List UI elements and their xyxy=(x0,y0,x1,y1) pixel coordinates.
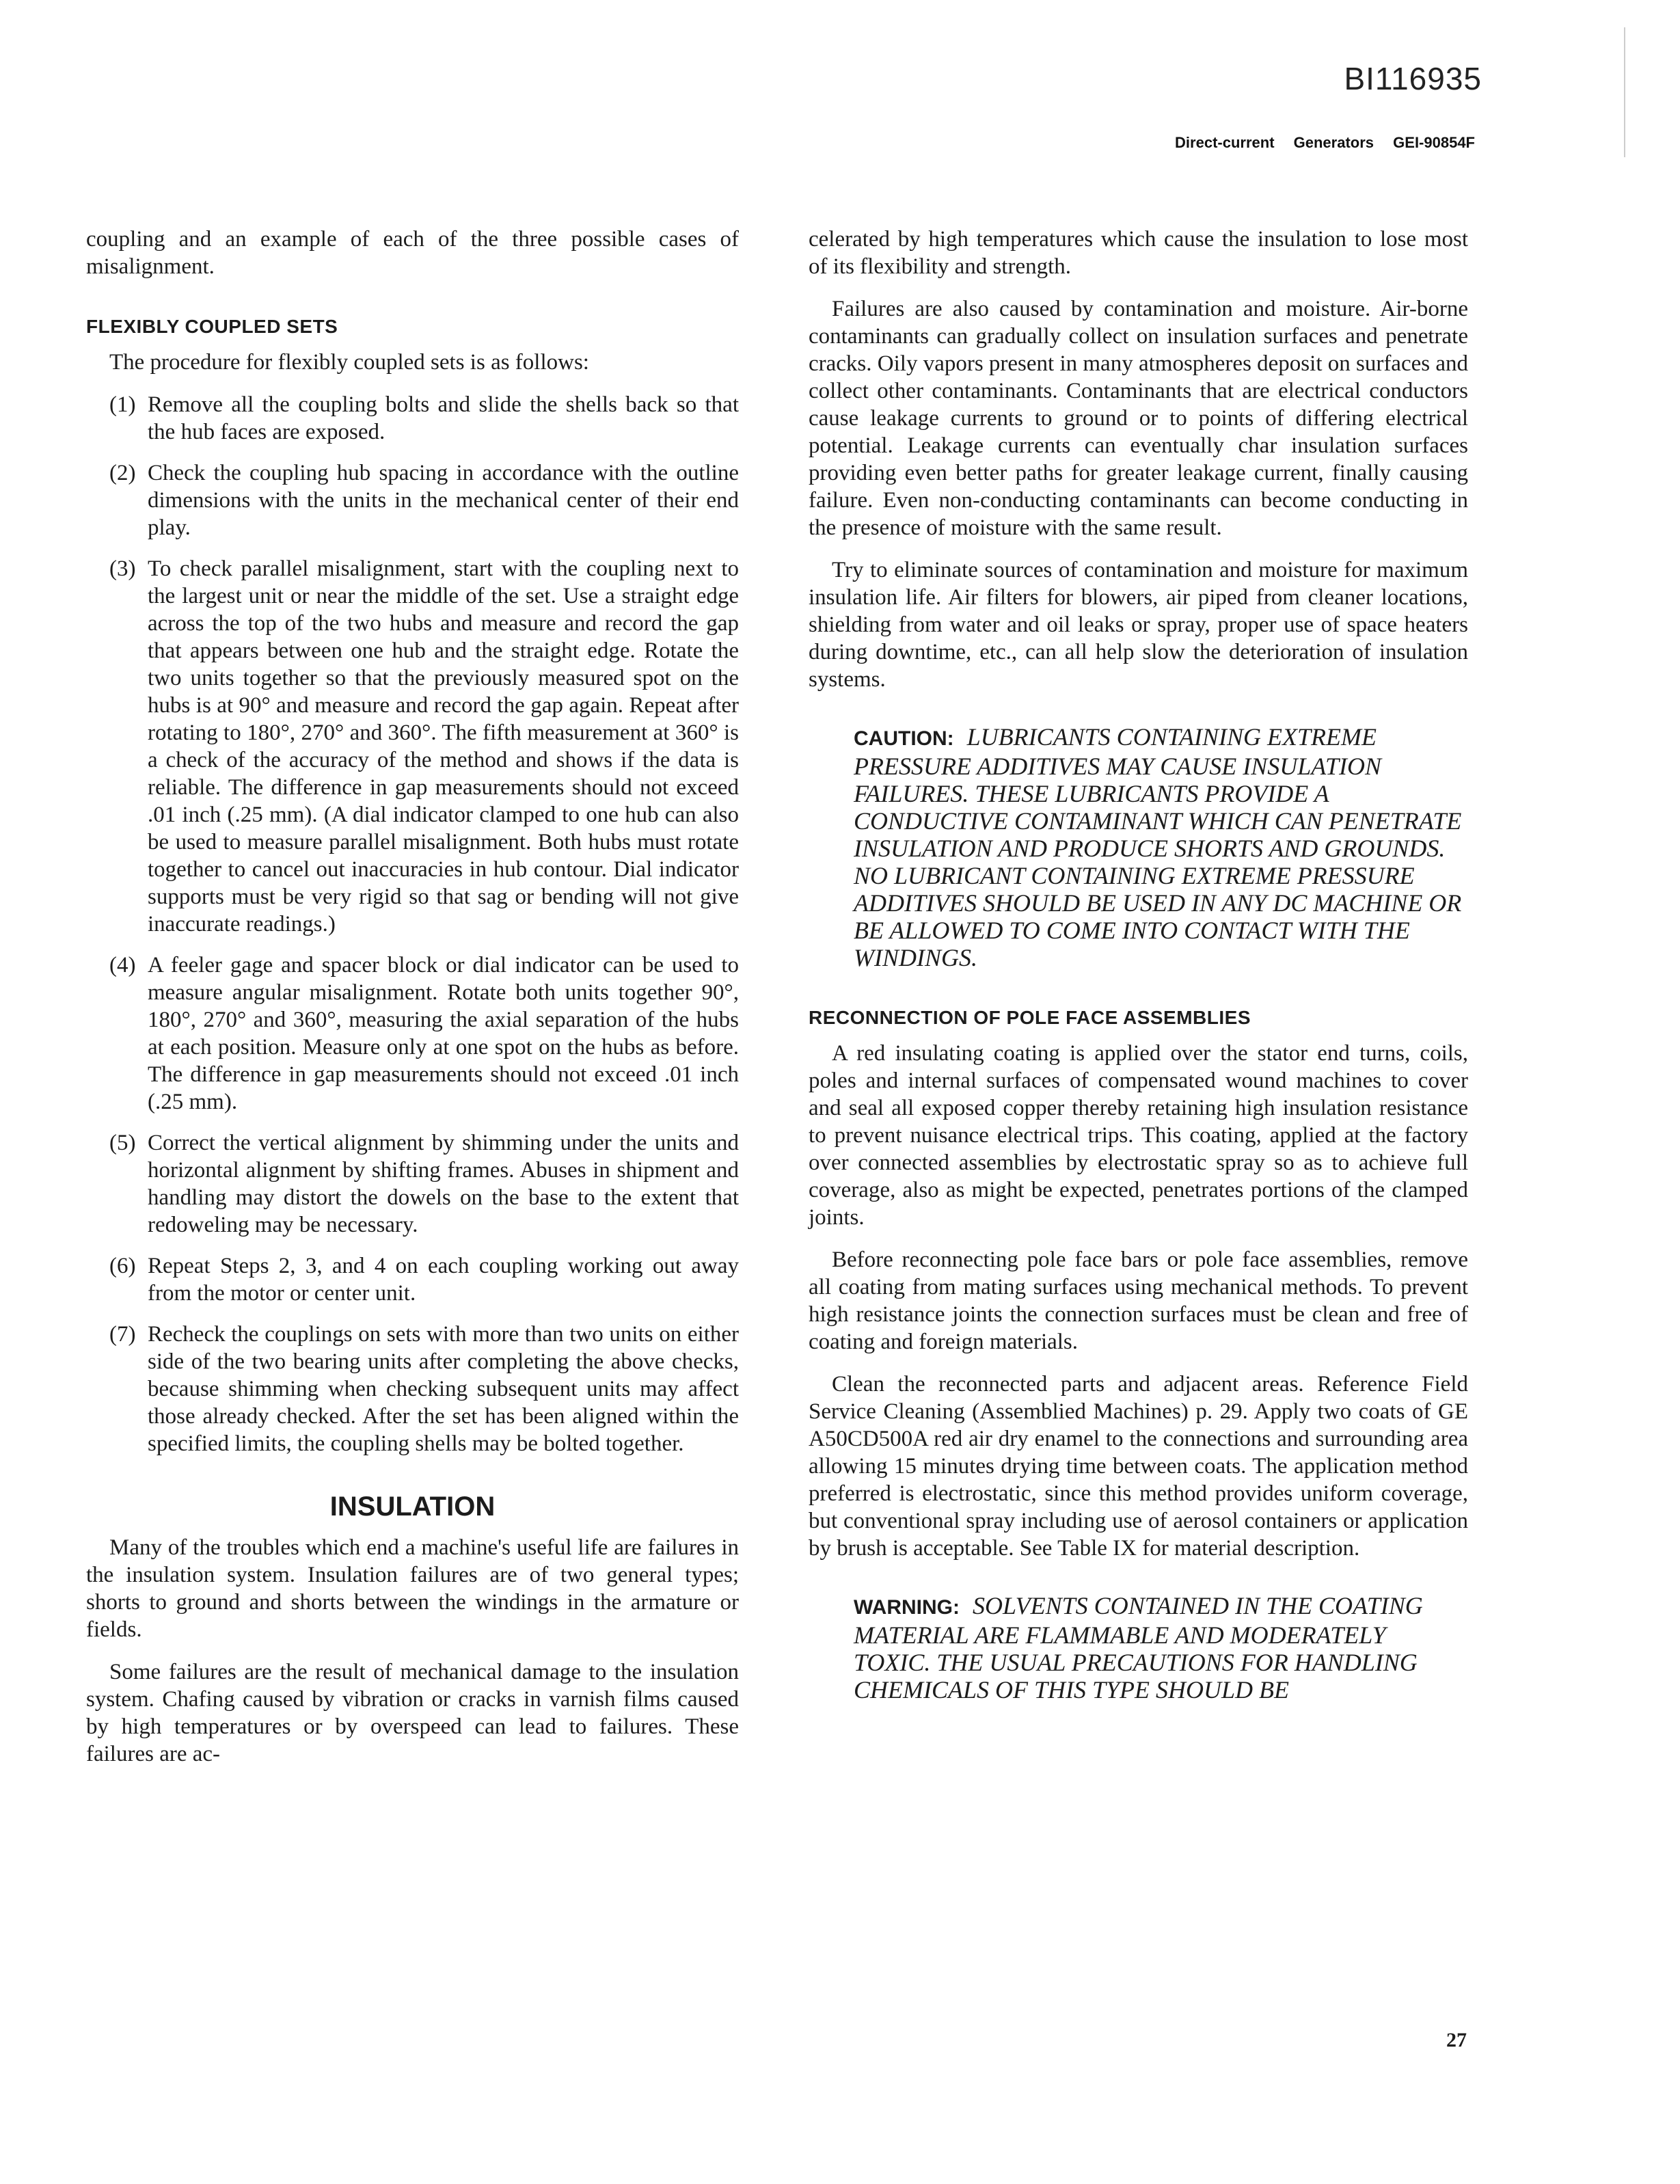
flex-intro-paragraph: The procedure for flexibly coupled sets is as follows: xyxy=(109,350,589,375)
prevention-paragraph: Try to eliminate sources of contamination and moisture for maximum insulation life. Air filters for blowers, air piped from cleaner locations, shielding from water and oil leaks or spray, proper use of space heaters during downtime, etc., can all help slow the deterioration of insulation systems. xyxy=(809,558,1468,692)
document-id: BI116935 xyxy=(1344,61,1482,96)
step-text: A feeler gage and spacer block or dial indicator can be used to measure angular misalignment. Rotate both units together 90°, 180°, 270° and 360°, measuring the axial separation of the hubs at each position. Measure only at one spot on the hubs as before. The difference in gap measurements should not exceed .01 inch (.25 mm). xyxy=(148,953,739,1114)
document-code: GEI-90854F xyxy=(1393,134,1475,151)
continued-paragraph: celerated by high temperatures which cause the insulation to lose most of its flexibility and strength. xyxy=(809,227,1468,279)
step-number: (4) xyxy=(109,953,136,978)
list-item xyxy=(109,459,739,541)
section-heading-reconnection: RECONNECTION OF POLE FACE ASSEMBLIES xyxy=(809,1007,1251,1028)
caution-label: CAUTION: xyxy=(854,727,954,750)
list-item xyxy=(109,952,739,1116)
list-item xyxy=(109,391,739,446)
step-number: (5) xyxy=(109,1131,136,1155)
insulation-paragraph-2: Some failures are the result of mechanical damage to the insulation system. Chafing caused by vibration or cracks in varnish films caused by high temperatures or by overspeed can lead to failures. These failures are ac- xyxy=(86,1660,739,1766)
warning-label: WARNING: xyxy=(854,1596,960,1619)
step-text: Recheck the couplings on sets with more than two units on either side of the two bearing units after completing the above checks, because shimming when checking subsequent units may affect those already checked. After the set has been aligned within the specified limits, the coupling shells may be bolted together. xyxy=(148,1322,739,1456)
list-item xyxy=(109,555,739,938)
procedure-steps xyxy=(109,391,739,1457)
list-item xyxy=(109,1252,739,1307)
list-item xyxy=(109,1129,739,1239)
step-text: Remove all the coupling bolts and slide the shells back so that the hub faces are exposed. xyxy=(148,392,739,444)
left-column xyxy=(86,226,739,1783)
step-number: (2) xyxy=(109,461,136,485)
insulation-paragraph-1: Many of the troubles which end a machine's useful life are failures in the insulation system. Insulation failures are of two general types; shorts to ground and shorts between the windings in the armature or fields. xyxy=(86,1535,739,1642)
step-text: To check parallel misalignment, start with the coupling next to the largest unit or near the middle of the set. Use a straight edge across the top of the two hubs and measure and record the gap that appears between one hub and the straight edge. Rotate the two units together so that the previously measured spot on the hubs is at 90° and measure and record the gap again. Repeat after rotating to 180°, 270° and 360°. The fifth measurement at 360° is a check of the accuracy of the method and shows if the data is reliable. The difference in gap measurements should not exceed .01 inch (.25 mm). (A dial indicator clamped to one hub can also be used to measure parallel misalignment. Both hubs must rotate together to cancel out inaccuracies in hub contour. Dial indicator supports must be very rigid so that sag or bending will not give inaccurate readings.) xyxy=(148,556,739,936)
warning-notice xyxy=(854,1592,1468,1703)
coating-paragraph: A red insulating coating is applied over the stator end turns, coils, poles and internal surfaces of compensated wound machines to cover and seal all exposed copper thereby retaining high insulation resistance to prevent nuisance electrical trips. This coating, applied at the factory over connected assemblies by electrostatic spray so as to achieve full coverage, also as might be expected, penetrates portions of the clamped joints. xyxy=(809,1041,1468,1230)
intro-paragraph: coupling and an example of each of the three possible cases of misalignment. xyxy=(86,227,739,279)
running-title: Direct-current Generators xyxy=(1175,134,1374,151)
reconnecting-paragraph: Before reconnecting pole face bars or pole face assemblies, remove all coating from mating surfaces using mechanical methods. To prevent high resistance joints the connection surfaces must be clean and free of coating and foreign materials. xyxy=(809,1248,1468,1354)
step-number: (1) xyxy=(109,392,136,417)
page-number: 27 xyxy=(1446,2029,1467,2051)
running-header xyxy=(1175,134,1475,152)
list-item xyxy=(109,1321,739,1457)
step-text: Correct the vertical alignment by shimming under the units and horizontal alignment by shifting frames. Abuses in shipment and handling may distort the dowels on the base to the extent that redoweling may be necessary. xyxy=(148,1131,739,1237)
cleaning-paragraph: Clean the reconnected parts and adjacent areas. Reference Field Service Cleaning (Assemblied Machines) p. 29. Apply two coats of GE A50CD500A red air dry enamel to the connections and surrounding area allowing 15 minutes drying time between coats. The application method preferred is electrostatic, since this method provides uniform coverage, but conventional spray including use of aerosol containers or application by brush is acceptable. See Table IX for material description. xyxy=(809,1372,1468,1561)
step-text: Repeat Steps 2, 3, and 4 on each coupling working out away from the motor or center unit. xyxy=(148,1254,739,1306)
right-column xyxy=(809,226,1468,1721)
section-heading-flexibly-coupled: FLEXIBLY COUPLED SETS xyxy=(86,316,338,337)
step-text: Check the coupling hub spacing in accordance with the outline dimensions with the units in the mechanical center of their end play. xyxy=(148,461,739,540)
caution-text: LUBRICANTS CONTAINING EXTREME PRESSURE ADDITIVES MAY CAUSE INSULATION FAILURES. THESE LUBRICANTS PROVIDE A CONDUCTIVE CONTAMINANT WHICH CAN PENETRATE INSULATION AND PRODUCE SHORTS AND GROUNDS. NO LUBRICANT CONTAINING EXTREME PRESSURE ADDITIVES SHOULD BE USED IN ANY DC MACHINE OR BE ALLOWED TO COME INTO CONTACT WITH THE WINDINGS. xyxy=(854,723,1462,971)
step-number: (7) xyxy=(109,1322,136,1347)
section-heading-insulation: INSULATION xyxy=(329,1492,496,1522)
warning-text: SOLVENTS CONTAINED IN THE COATING MATERIAL ARE FLAMMABLE AND MODERATELY TOXIC. THE USUAL PRECAUTIONS FOR HANDLING CHEMICALS OF THIS TYPE SHOULD BE xyxy=(854,1592,1423,1703)
step-number: (3) xyxy=(109,556,136,581)
scan-edge-mark xyxy=(1624,27,1625,157)
step-number: (6) xyxy=(109,1254,136,1278)
caution-notice xyxy=(854,723,1468,971)
contamination-paragraph: Failures are also caused by contamination and moisture. Air-borne contaminants can gradually collect on insulation surfaces and penetrate cracks. Oily vapors present in many atmospheres deposit on surfaces and collect other contaminants. Contaminants that are electrical conductors cause leakage currents to ground or to points of differing electrical potential. Leakage currents can eventually char insulation surfaces providing even better paths for greater leakage current, finally causing failure. Even non-conducting contaminants can become conducting in the presence of moisture with the same result. xyxy=(809,297,1468,540)
